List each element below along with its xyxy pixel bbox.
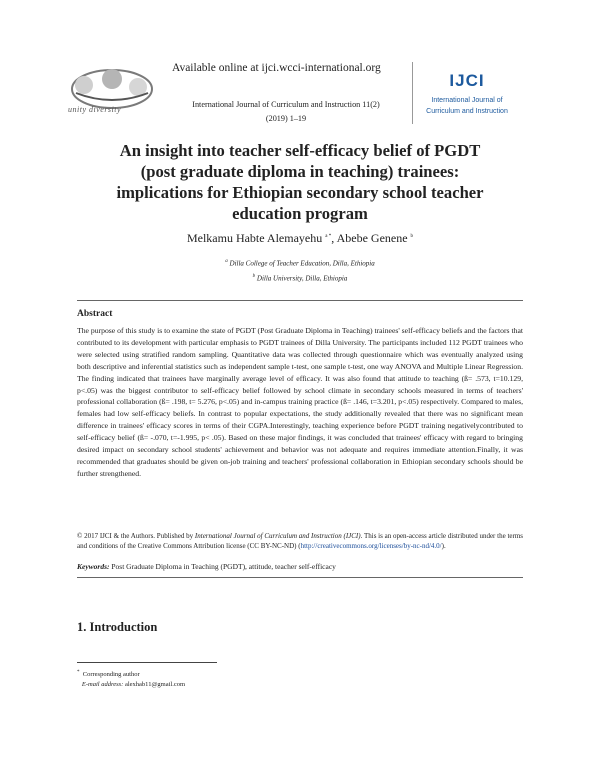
ijci-brand bbox=[412, 62, 521, 124]
journal-line: International Journal of Curriculum and Instruction 11(2) bbox=[192, 100, 380, 109]
author-sup: a * bbox=[325, 234, 332, 239]
section-heading-introduction: 1. Introduction bbox=[77, 620, 158, 634]
brand-sub-line: Curriculum and Instruction bbox=[426, 108, 508, 115]
footnote-text: Corresponding author bbox=[82, 671, 140, 679]
brand-subtitle bbox=[413, 95, 521, 117]
affil-text: Dilla University, Dilla, Ethiopia bbox=[256, 274, 348, 283]
year-pages: (2019) 1–19 bbox=[265, 114, 307, 123]
logo-text: unity diversity bbox=[68, 105, 122, 114]
keywords bbox=[77, 562, 523, 571]
title-line: An insight into teacher self-efficacy belief of PGDT bbox=[119, 141, 481, 160]
title-line: education program bbox=[232, 204, 368, 223]
author-name: Melkamu Habte Alemayehu bbox=[186, 231, 323, 245]
footnote-rule bbox=[77, 662, 217, 663]
title-line: (post graduate diploma in teaching) trainees: bbox=[140, 162, 460, 181]
available-online: Available online at ijci.wcci-international.org bbox=[172, 62, 381, 74]
copyright-notice bbox=[77, 532, 523, 551]
divider bbox=[77, 300, 523, 301]
abstract-heading: Abstract bbox=[77, 309, 113, 319]
journal-logo bbox=[66, 63, 158, 121]
author-name: Abebe Genene bbox=[336, 231, 408, 245]
affil-sup: a bbox=[225, 259, 228, 264]
abstract-body: The purpose of this study is to examine the state of PGDT (Post Graduate Diploma in Teaching) trainees' self-efficacy beliefs and the factors that contributed to its development with particular emphasis to PGDT trainees of Dilla University. The participants included 112 PGDT trainees who were selected using stratified random sampling. Quantitative data was collected through questionnaire which was eventually analyzed using both descriptive and inferential statistics such as independent sample t-test, one sample t-test, one way ANOVA and Multiple Linear Regression. The finding indicated that trainees have marginally average level of efficacy. It was also found that attitude to teaching (ß= .573, t=10.129, p<.05) was the biggest contributor to self-efficacy belief followed by school climate in secondary schools measured in terms of teachers' professional collaboration (ß= .198, t= 5.276, p<.05) and in-campus training practice (ß= .146, t=3.201, p<.05) respectively. Compared to males, females had low self-efficacy beliefs. In contrast to popular expectations, the study additionally revealed that there was no significant mean difference in trainees' efficacy scores in terms of their CGPA.Interestingly, teaching experience before PGDT training negativelycontributed to self-efficacy belief (ß= -.070, t=-1.995, p< .05). Based on these major findings, it was concluded that trainees' efficacy with regard to bringing desired impact on secondary school students' achievement and behavior was not adequate and requires immediate attention.Finally, it was recommended that graduates should be given on-job training and teachers' professional collaboration in Ethiopian secondary schools should be further strengthened. bbox=[77, 326, 523, 478]
journal-citation bbox=[160, 98, 412, 126]
copyright-text: © 2017 IJCI & the Authors. Published by bbox=[77, 532, 195, 540]
email-address[interactable]: alexhab11@gmail.com bbox=[124, 681, 186, 689]
keywords-label: Keywords: bbox=[77, 562, 110, 571]
keywords-text: Post Graduate Diploma in Teaching (PGDT), attitude, teacher self-efficacy bbox=[111, 562, 336, 571]
email-label: E-mail address: bbox=[81, 681, 124, 689]
brand-sub-line: International Journal of bbox=[431, 97, 503, 104]
copyright-text: ). bbox=[441, 541, 446, 550]
divider bbox=[77, 577, 523, 578]
journal-name: International Journal of Curriculum and Instruction (IJCI) bbox=[194, 532, 361, 540]
affil-text: Dilla College of Teacher Education, Dilla, Ethiopia bbox=[229, 259, 375, 268]
author-sup: b bbox=[410, 234, 414, 239]
title-line: implications for Ethiopian secondary school teacher bbox=[116, 183, 484, 202]
authors: Melkamu Habte Alemayehu $^{a *}$, Abebe Genene $^b$ bbox=[186, 231, 414, 245]
paper-title bbox=[60, 140, 540, 224]
footnote-email bbox=[77, 680, 185, 690]
footnote bbox=[77, 668, 185, 690]
copyright-text: . This is an open-access article distributed under the terms and conditions of the Creative Commons Attribution license (CC BY-NC-ND) ( bbox=[77, 532, 523, 550]
affiliation bbox=[60, 270, 540, 285]
affiliation bbox=[60, 255, 540, 270]
brand-title: IJCI bbox=[449, 71, 485, 90]
affiliations bbox=[60, 255, 540, 286]
footnote-marker: * bbox=[77, 670, 80, 675]
license-link[interactable]: http://creativecommons.org/licenses/by-nc-nd/4.0/ bbox=[300, 541, 442, 550]
footnote-corresponding bbox=[77, 668, 185, 680]
affil-sup: b bbox=[252, 274, 256, 280]
